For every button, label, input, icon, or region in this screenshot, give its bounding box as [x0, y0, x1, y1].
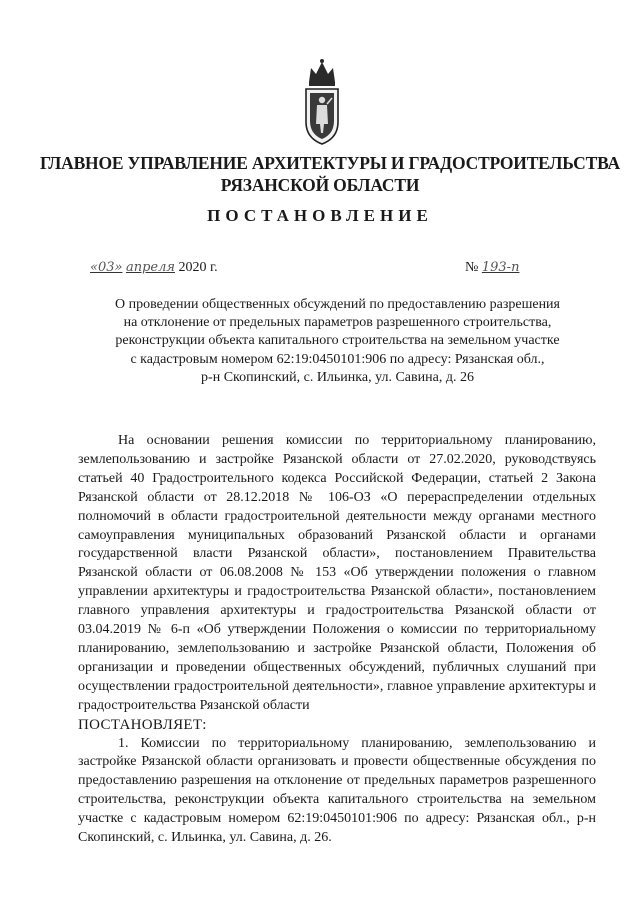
subject-line: на отклонение от предельных параметров разрешенного строительства, [123, 315, 552, 331]
subject-line: с кадастровым номером 62:19:0450101:906 по адресу: Рязанская обл., [130, 351, 545, 367]
subject-line: р-н Скопинский, с. Ильинка, ул. Савина, д. 26 [201, 369, 474, 385]
date-day-handwritten: «03» [90, 260, 123, 275]
document-type-title: ПОСТАНОВЛЕНИЕ [207, 206, 433, 225]
document-subject [80, 296, 595, 387]
document-number [465, 260, 567, 276]
document-body [78, 432, 596, 848]
item-1-paragraph: 1. Комиссии по территориальному планированию, землепользованию и застройке Рязанской области организовать и провести общественные обсуждения по предоставлению разрешения на отклонение от предельных параметров разрешенного строительства, реконструкции объекта капитального строительства на земельном участке с кадастровым номером 62:19:0450101:906 по адресу: Рязанская обл., р-н Скопинский, с. Ильинка, ул. Савина, д. 26. [78, 735, 596, 846]
number-value-handwritten: 193-п [481, 260, 520, 275]
preamble-paragraph: На основании решения комиссии по территориальному планированию, землепользованию и застройке Рязанской области от 27.02.2020, руководствуясь статьей 40 Градостроительного кодекса Российской Федерации, статьей 2 Закона Рязанской области от 28.12.2018 № 106-ОЗ «О перераспределении отдельных полномочий в области градостроительной деятельности между органами местного самоуправления муниципальных образований Рязанской области и органами государственной власти Рязанской области», постановлением Правительства Рязанской области от 06.08.2008 № 153 «Об утверждении положения о главном управлении архитектуры и градостроительства Рязанской области», постановлением главного управления архитектуры и градостроительства Рязанской области от 03.04.2019 № 6-п «Об утверждении Положения о комиссии по территориальному планированию, землепользованию и застройке Рязанской области, Положения об организации и проведении общественных обсуждений, публичных слушаний при осуществлении градостроительной деятельности», главное управление архитектуры и градостроительства Рязанской области [78, 433, 596, 713]
number-label: № [465, 260, 479, 275]
date-month-handwritten: апреля [125, 260, 175, 275]
date-year: 2020 г. [178, 260, 218, 275]
agency-line-1: ГЛАВНОЕ УПРАВЛЕНИЕ АРХИТЕКТУРЫ И ГРАДОСТРОИТЕЛЬСТВА [40, 153, 620, 173]
agency-line-2: РЯЗАНСКОЙ ОБЛАСТИ [220, 175, 420, 195]
subject-line: О проведении общественных обсуждений по предоставлению разрешения [114, 297, 560, 312]
resolve-heading: ПОСТАНОВЛЯЕТ: [78, 716, 207, 733]
subject-line: реконструкции объекта капитального строительства на земельном участке [115, 333, 560, 349]
agency-name [40, 152, 620, 196]
coat-of-arms-emblem [301, 58, 343, 146]
document-date [90, 260, 218, 276]
